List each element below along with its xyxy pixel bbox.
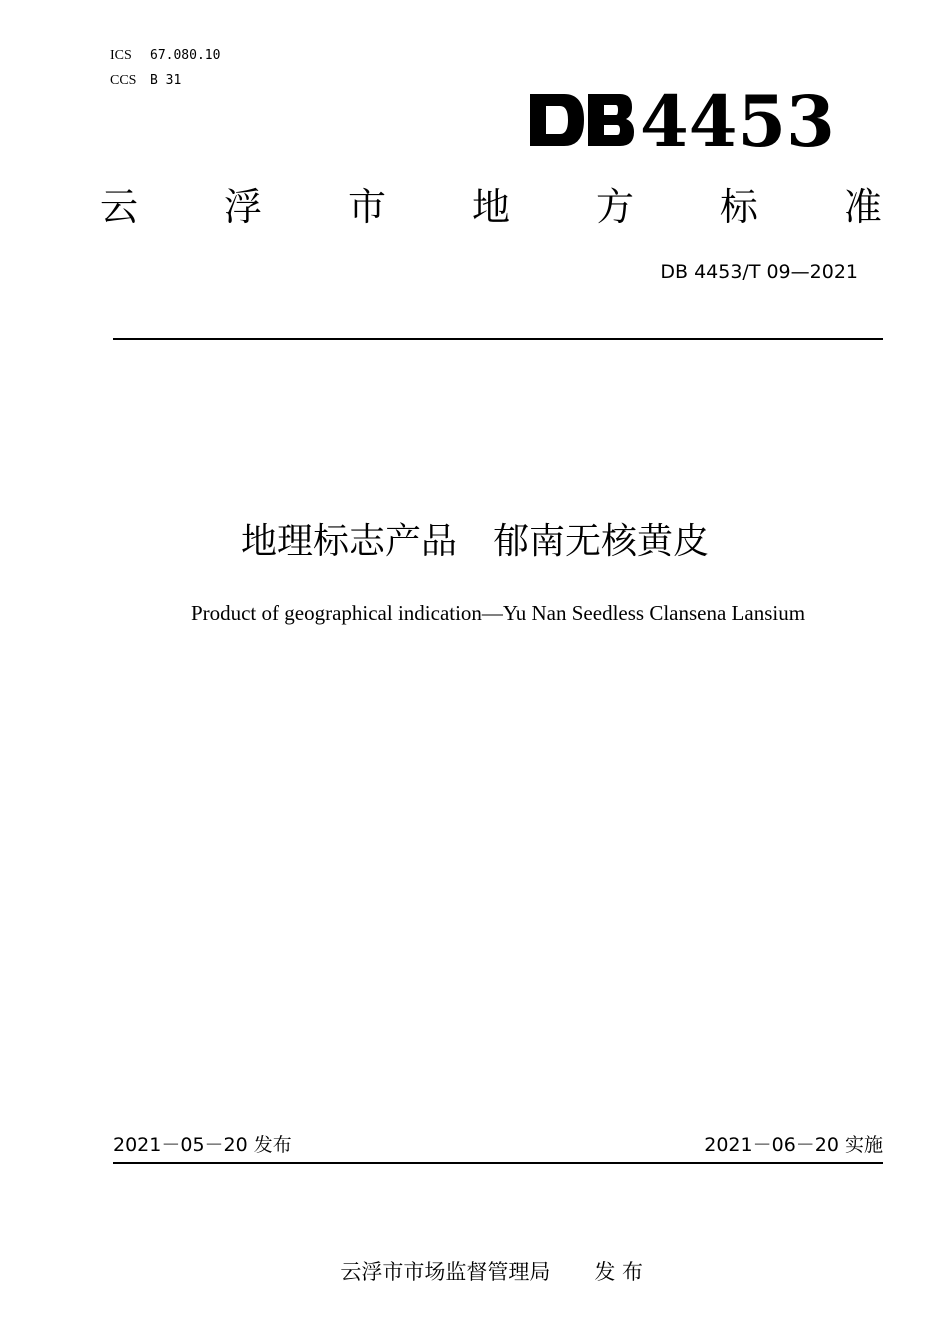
issuer-line [0,1227,950,1287]
header-divider [113,338,883,340]
ccs-label: CCS [110,73,137,88]
title-english: Product of geographical indication—Yu Nan Seedless Clansena Lansium [190,601,806,625]
category-char: 市 [347,185,386,229]
ics-code [110,46,220,65]
category-char: 地 [471,185,510,229]
issuer-action: 发 布 [594,1260,644,1284]
title-chinese: 地理标志产品 郁南无核黄皮 [240,521,709,562]
ics-value: 67.080.10 [150,48,221,63]
logo-number: 4453 [640,80,835,160]
footer-divider [113,1162,883,1164]
ics-label: ICS [110,48,132,63]
category-char: 准 [843,185,882,229]
standard-category-heading [100,182,882,232]
ccs-code [110,71,181,90]
logo-prefix [528,160,529,161]
implementation-date: 2021－06－20 实施 [704,1134,883,1156]
category-char: 云 [100,185,139,229]
db-standard-logo [528,80,848,160]
standard-number: DB 4453/T 09—2021 [660,261,858,283]
issue-date: 2021－05－20 发布 [113,1134,292,1156]
issuer-organization: 云浮市市场监督管理局 [340,1260,551,1284]
category-char: 标 [719,185,758,229]
category-char: 浮 [223,185,262,229]
category-char: 方 [595,185,634,229]
ccs-value: B 31 [150,73,182,88]
